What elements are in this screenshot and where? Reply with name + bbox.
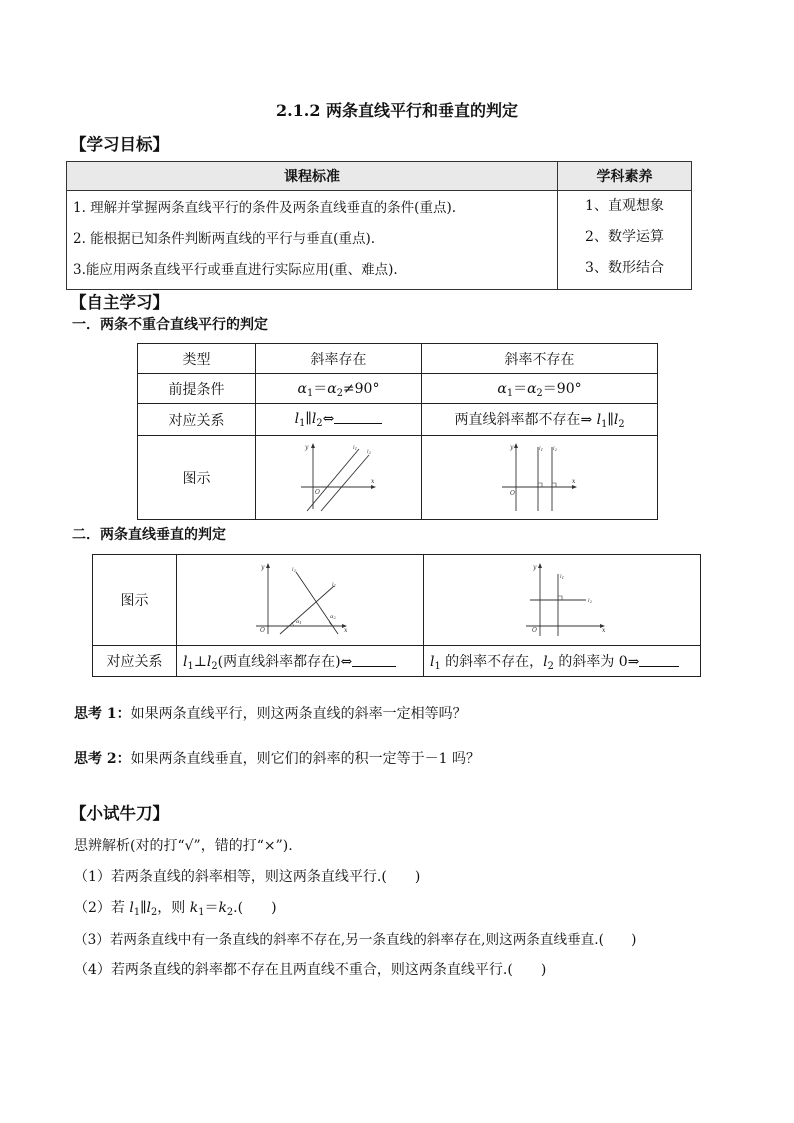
goal-standard-1: 1. 理解并掌握两条直线平行的条件及两条直线垂直的条件(重点). (73, 200, 456, 216)
fig3-x-label: x (344, 627, 348, 634)
literacy-3: 3、数形结合 (585, 260, 664, 276)
perpendicular-slope-notexist-figure (512, 560, 612, 640)
fig1-x-label: x (370, 477, 374, 485)
fig2-y-label: y (509, 443, 513, 451)
literacy-1: 1、直观想象 (585, 198, 664, 214)
fig2-l1-label: $l_1$ (538, 445, 543, 452)
fig3-a1-label: $\alpha_1$ (296, 619, 302, 625)
goals-standards-cell (67, 191, 558, 290)
think-1-text: 如果两条直线平行，则这两条直线的斜率一定相等吗？ (130, 706, 467, 722)
fig3-y-label: y (261, 564, 265, 571)
par-h-notexist: 斜率不存在 (422, 344, 658, 374)
par-r2-exist: $l_1\parallel l_2\Leftrightarrow$ (256, 404, 422, 436)
par-h-type: 类型 (138, 344, 256, 374)
par-r1-exist: $\alpha_1=\alpha_2\ne 90^\circ$ (256, 374, 422, 404)
self-study-heading: 【自主学习】 (70, 293, 169, 312)
practice-intro: 思辨解析(对的打“√”，错的打“×”). (74, 838, 293, 854)
par-r2-label: 对应关系 (138, 404, 256, 436)
fig1-origin-label: O (314, 488, 320, 496)
fig1-l2-label: $l_2$ (366, 448, 371, 455)
fig1-y-label: y (304, 443, 308, 451)
practice-item-2: （2）若 $l_1\parallel l_2$，则 $k_1=k_2$.( ) (74, 900, 277, 918)
par-r3-label: 图示 (138, 436, 256, 520)
goals-literacy-cell (558, 191, 692, 290)
practice-heading: 【小试牛刀】 (70, 804, 169, 823)
part2-title: 二．两条直线垂直的判定 (72, 527, 226, 543)
par-fig-notexist-cell (422, 436, 658, 520)
practice-item-1: （1）若两条直线的斜率相等，则这两条直线平行.( ) (74, 869, 421, 885)
goal-standard-3: 3.能应用两条直线平行或垂直进行实际应用(重、难点). (73, 262, 398, 278)
perpendicular-slope-exist-figure (250, 560, 350, 640)
practice-item-4: （4）若两条直线的斜率都不存在且两直线不重合，则这两条直线平行.( ) (74, 962, 547, 978)
fig1-l1-label: $l_1$ (352, 444, 357, 451)
practice-item-3: （3）若两条直线中有一条直线的斜率不存在,另一条直线的斜率存在,则这两条直线垂直.( ) (74, 932, 637, 948)
perp-fig-exist-cell (177, 555, 424, 646)
think-2-text: 如果两条直线垂直，则它们的斜率的积一定等于－1 吗？ (130, 751, 480, 767)
fig2-origin-label: O (509, 489, 515, 497)
par-r1-label: 前提条件 (138, 374, 256, 404)
think-2 (74, 748, 480, 768)
fig2-l2-label: $l_2$ (552, 445, 557, 452)
perp-fig-notexist-cell (424, 555, 701, 646)
perp-r2-exist: $l_1\perp l_2$(两直线斜率都存在)⇔ (177, 646, 424, 677)
parallel-table (137, 343, 658, 520)
think-1 (74, 703, 467, 723)
par-h-exist: 斜率存在 (256, 344, 422, 374)
fig4-l2-label: $l_2$ (588, 598, 593, 604)
fig4-origin-label: O (532, 627, 537, 634)
parallel-slope-notexist-figure (500, 441, 580, 515)
goals-table (66, 161, 692, 290)
literacy-2: 2、数学运算 (585, 229, 664, 245)
parallel-slope-exist-figure (299, 441, 379, 515)
par-fig-exist-cell (256, 436, 422, 520)
perp-r2-notexist: $l_1$ 的斜率不存在，$l_2$ 的斜率为 0⇒ (424, 646, 701, 677)
goals-col-literacy: 学科素养 (558, 162, 692, 191)
perpendicular-table (92, 554, 701, 677)
fig4-x-label: x (602, 627, 606, 634)
fig2-x-label: x (571, 477, 575, 485)
page-title: 2.1.2 两条直线平行和垂直的判定 (275, 101, 519, 120)
think-1-label: 思考 1： (74, 706, 131, 722)
fig3-l2-label: $l_2$ (292, 567, 297, 573)
part1-title: 一．两条不重合直线平行的判定 (72, 317, 268, 333)
goal-standard-2: 2. 能根据已知条件判断两直线的平行与垂直(重点). (73, 231, 375, 247)
perp-r2-label: 对应关系 (93, 646, 177, 677)
par-r2-notexist: 两直线斜率都不存在⇒ $l_1\parallel l_2$ (422, 404, 658, 436)
fig3-a2-label: $\alpha_2$ (330, 614, 336, 620)
goals-heading: 【学习目标】 (70, 135, 169, 154)
think-2-label: 思考 2： (74, 751, 131, 767)
fig3-l1-label: $l_1$ (332, 582, 337, 588)
fig4-l1-label: $l_1$ (560, 574, 565, 580)
fig3-origin-label: O (260, 627, 265, 634)
perp-r1-label: 图示 (93, 555, 177, 646)
fig4-y-label: y (533, 564, 537, 571)
par-r1-notexist: $\alpha_1=\alpha_2=90^\circ$ (422, 374, 658, 404)
goals-col-standard: 课程标准 (67, 162, 558, 191)
